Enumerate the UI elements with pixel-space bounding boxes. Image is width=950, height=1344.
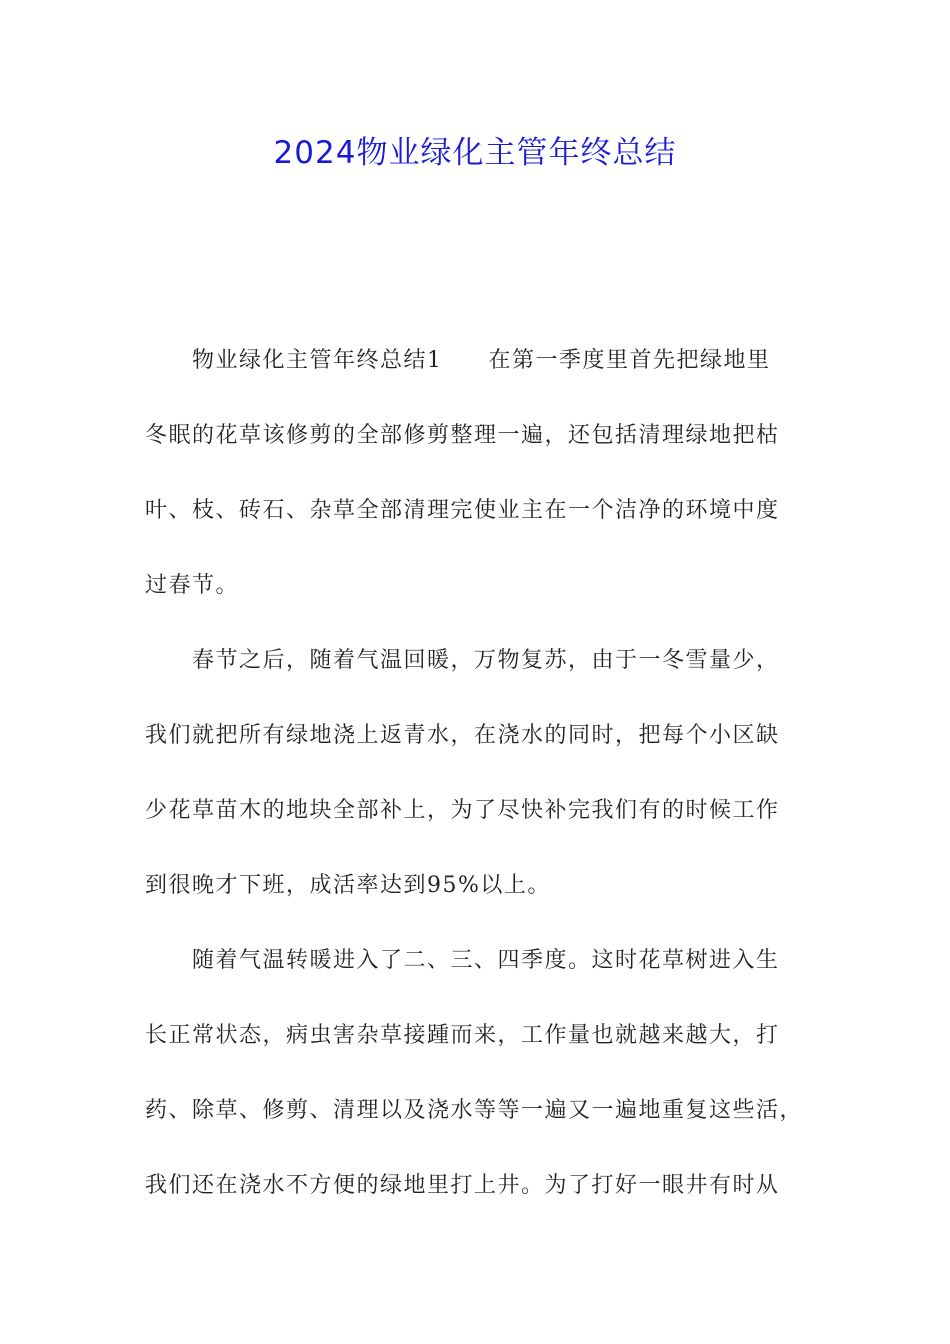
text-line: 冬眠的花草该修剪的全部修剪整理一遍，还包括清理绿地把枯	[145, 423, 780, 448]
text-line: 药、除草、修剪、清理以及浇水等等一遍又一遍地重复这些活，	[145, 1098, 804, 1123]
text-line: 过春节。	[145, 573, 240, 598]
text-line	[145, 337, 825, 385]
text-fragment: 在第一季度里首先把绿地里	[488, 348, 771, 373]
text-line: 长正常状态，病虫害杂草接踵而来，工作量也就越来越大，打	[145, 1023, 780, 1048]
text-line: 随着气温转暖进入了二、三、四季度。这时花草树进入生	[192, 948, 780, 973]
document-title: 2024物业绿化主管年终总结	[273, 135, 677, 171]
document-body	[145, 337, 825, 1237]
paragraph-1	[145, 337, 825, 610]
paragraph-3	[145, 937, 825, 1210]
text-line: 春节之后，随着气温回暖，万物复苏，由于一冬雪量少，	[192, 648, 780, 673]
section-heading: 物业绿化主管年终总结1	[192, 348, 443, 373]
text-line: 我们就把所有绿地浇上返青水，在浇水的同时，把每个小区缺	[145, 723, 780, 748]
text-line: 叶、枝、砖石、杂草全部清理完使业主在一个洁净的环境中度	[145, 498, 780, 523]
text-line: 少花草苗木的地块全部补上，为了尽快补完我们有的时候工作	[145, 798, 780, 823]
text-line: 到很晚才下班，成活率达到95%以上。	[145, 873, 551, 898]
text-line: 我们还在浇水不方便的绿地里打上井。为了打好一眼井有时从	[145, 1173, 780, 1198]
paragraph-2	[145, 637, 825, 910]
